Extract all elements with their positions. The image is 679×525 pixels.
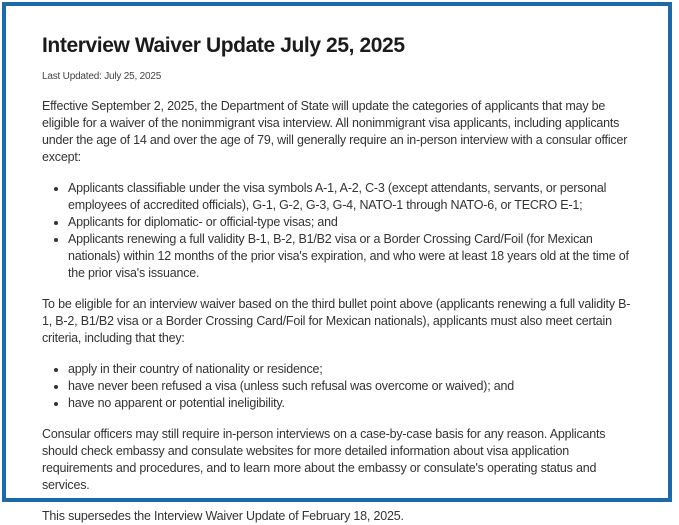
supersedes-paragraph: This supersedes the Interview Waiver Update of February 18, 2025.	[42, 509, 404, 523]
exception-list-item: • Applicants for diplomatic- or official-type visas; and	[68, 214, 632, 231]
exception-list-item: • Applicants renewing a full validity B-1, B-2, B1/B2 visa or a Border Crossing Card/Foil (for Mexican nationals) within 12 months of the prior visa's expiration, and who were at least 18 years old at the time of the prior visa's issuance.	[68, 231, 632, 282]
criteria-list	[42, 361, 632, 412]
criteria-list-item: • apply in their country of nationality or residence;	[68, 361, 632, 378]
document-content	[6, 6, 668, 525]
exception-list-item: • Applicants classifiable under the visa symbols A-1, A-2, C-3 (except attendants, servants, or personal employees of accredited officials), G-1, G-2, G-3, G-4, NATO-1 through NATO-6, or TECRO E-1;	[68, 180, 632, 214]
page-title: Interview Waiver Update July 25, 2025	[42, 34, 405, 57]
criteria-list-item: • have never been refused a visa (unless such refusal was overcome or waived); and	[68, 378, 632, 395]
criteria-intro-paragraph: To be eligible for an interview waiver based on the third bullet point above (applicants renewing a full validity B-1, B-2, B1/B2 visa or a Border Crossing Card/Foil for Mexican nationals), applicants must also meet certain criteria, including that they:	[42, 297, 631, 345]
last-updated-label: Last Updated: July 25, 2025	[42, 71, 162, 82]
case-by-case-paragraph: Consular officers may still require in-person interviews on a case-by-case basis for any reason. Applicants should check embassy and consulate websites for more detailed information about visa application requirements and procedures, and to learn more about the embassy or consulate's operating status and services.	[42, 427, 606, 492]
intro-paragraph: Effective September 2, 2025, the Department of State will update the categories of applicants that may be eligible for a waiver of the nonimmigrant visa interview. All nonimmigrant visa applicants, including applicants under the age of 14 and over the age of 79, will generally require an in-person interview with a consular officer except:	[42, 99, 628, 164]
exception-list	[42, 180, 632, 282]
criteria-list-item: • have no apparent or potential ineligibility.	[68, 395, 632, 412]
document-frame	[2, 2, 672, 523]
